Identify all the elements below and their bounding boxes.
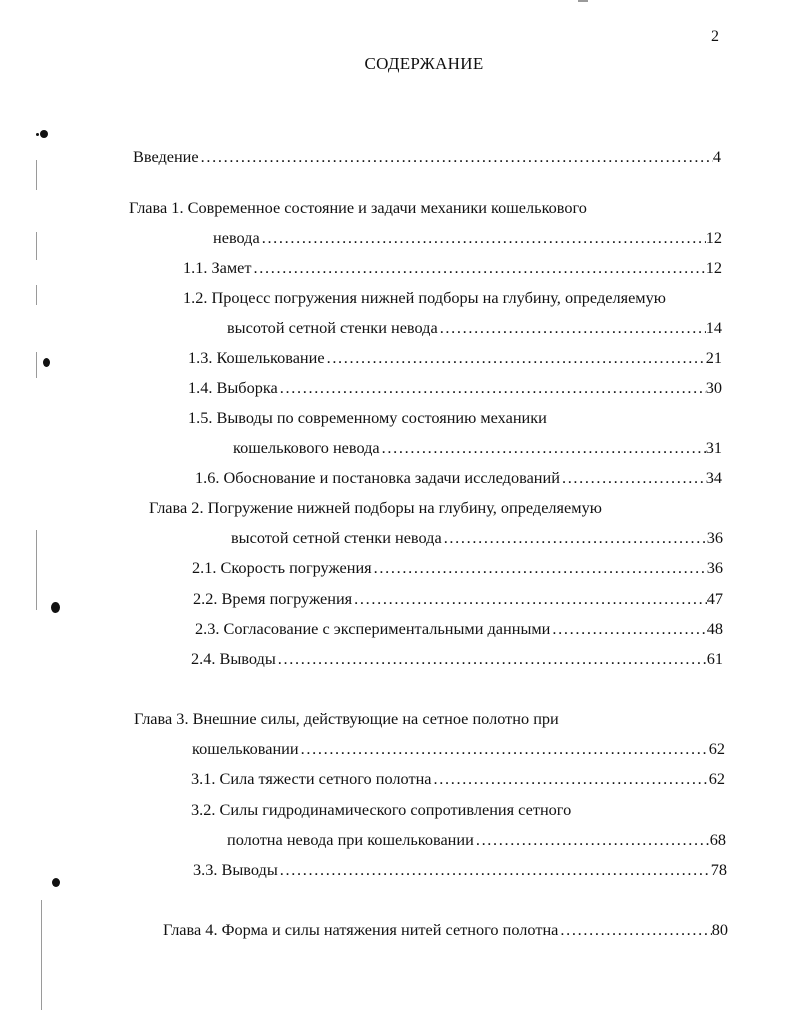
toc-entry-text: высотой сетной стенки невода	[227, 318, 438, 337]
toc-entry-2-3	[195, 618, 723, 640]
toc-entry-page: 80	[711, 920, 728, 939]
toc-entry-text: 1.6. Обоснование и постановка задачи исследований	[195, 468, 560, 487]
scan-line	[36, 232, 37, 260]
toc-entry-2-2	[193, 588, 723, 610]
scan-speck	[40, 130, 48, 138]
toc-entry-page: 34	[705, 468, 722, 487]
toc-entry-page: 14	[705, 318, 722, 337]
toc-entry-text: 1.1. Замет	[183, 258, 252, 277]
toc-entry-text: 2.3. Согласование с экспериментальными данными	[195, 619, 551, 638]
toc-leader	[260, 227, 706, 249]
scan-line	[36, 160, 37, 190]
toc-entry-text: 2.4. Выводы	[191, 649, 276, 668]
toc-entry-chapter-4	[163, 919, 728, 941]
toc-entry-page: 62	[708, 739, 725, 758]
toc-leader	[558, 919, 711, 941]
toc-leader	[442, 527, 707, 549]
toc-entry-chapter-2	[231, 527, 723, 549]
scan-line	[36, 530, 37, 610]
toc-entry-text: кошельковании	[192, 739, 299, 758]
toc-entry-page: 68	[709, 830, 726, 849]
toc-leader	[372, 557, 707, 579]
toc-leader	[560, 467, 706, 489]
toc-entry-text: Введение	[133, 147, 199, 166]
toc-section-1-2-title: 1.2. Процесс погружения нижней подборы на глубину, определяемую	[183, 288, 666, 307]
toc-entry-page: 4	[712, 147, 721, 166]
toc-entry-2-1	[192, 557, 723, 579]
page-title: СОДЕРЖАНИЕ	[364, 54, 484, 73]
toc-entry-text: высотой сетной стенки невода	[231, 528, 442, 547]
toc-entry-page: 48	[706, 619, 723, 638]
toc-entry-text: 3.1. Сила тяжести сетного полотна	[191, 769, 432, 788]
toc-leader	[199, 146, 713, 168]
toc-leader	[278, 859, 711, 881]
toc-section-3-2-title: 3.2. Силы гидродинамического сопротивления сетного	[191, 800, 572, 819]
scan-speck	[52, 878, 60, 887]
toc-entry-intro	[133, 146, 721, 168]
toc-entry-3-3	[193, 859, 727, 881]
scan-speck	[43, 358, 50, 367]
toc-leader	[474, 829, 710, 851]
toc-entry-text: кошелькового невода	[233, 438, 380, 457]
toc-entry-text: 3.3. Выводы	[193, 860, 278, 879]
toc-chapter-3-title: Глава 3. Внешние силы, действующие на сетное полотно при	[134, 709, 559, 728]
toc-entry-text: 1.4. Выборка	[188, 378, 278, 397]
scan-speck	[51, 602, 60, 613]
toc-leader	[550, 618, 706, 640]
toc-entry-page: 30	[705, 378, 722, 397]
toc-entry-page: 31	[705, 438, 722, 457]
toc-entry-chapter-3	[192, 738, 725, 760]
toc-chapter-2-title: Глава 2. Погружение нижней подборы на глубину, определяемую	[149, 498, 602, 517]
toc-leader	[252, 257, 706, 279]
toc-entry-1-2	[227, 317, 722, 339]
toc-entry-page: 12	[705, 258, 722, 277]
toc-leader	[276, 648, 707, 670]
scan-line	[36, 285, 37, 305]
toc-entry-2-4	[191, 648, 723, 670]
toc-entry-text: невода	[213, 228, 260, 247]
toc-entry-1-3	[188, 347, 722, 369]
toc-entry-3-1	[191, 768, 725, 790]
toc-entry-page: 36	[706, 528, 723, 547]
toc-entry-chapter-1	[213, 227, 722, 249]
toc-entry-1-6	[195, 467, 722, 489]
page-number: 2	[711, 28, 719, 45]
toc-leader	[438, 317, 706, 339]
scan-line	[41, 900, 42, 1010]
toc-entry-page: 78	[710, 860, 727, 879]
toc-entry-page: 61	[706, 649, 723, 668]
toc-entry-page: 12	[705, 228, 722, 247]
toc-leader	[380, 437, 706, 459]
toc-entry-1-1	[183, 257, 722, 279]
toc-entry-page: 47	[706, 589, 723, 608]
toc-entry-1-4	[188, 377, 722, 399]
toc-entry-text: 2.1. Скорость погружения	[192, 558, 372, 577]
toc-section-1-5-title: 1.5. Выводы по современному состоянию механики	[188, 408, 547, 427]
toc-leader	[325, 347, 706, 369]
toc-leader	[278, 377, 706, 399]
toc-entry-text: Глава 4. Форма и силы натяжения нитей сетного полотна	[163, 920, 559, 939]
toc-entry-page: 36	[706, 558, 723, 577]
scan-speck	[36, 133, 39, 136]
scan-line	[36, 352, 37, 378]
toc-entry-text: полотна невода при кошельковании	[227, 830, 474, 849]
scan-line	[578, 0, 588, 2]
toc-entry-1-5	[233, 437, 722, 459]
toc-leader	[432, 768, 709, 790]
toc-entry-page: 21	[705, 348, 722, 367]
toc-entry-text: 1.3. Кошелькование	[188, 348, 325, 367]
toc-entry-text: 2.2. Время погружения	[193, 589, 353, 608]
toc-leader	[352, 588, 707, 610]
toc-leader	[299, 738, 709, 760]
toc-entry-3-2	[227, 829, 726, 851]
toc-chapter-1-title: Глава 1. Современное состояние и задачи механики кошелькового	[129, 198, 587, 217]
toc-entry-page: 62	[708, 769, 725, 788]
